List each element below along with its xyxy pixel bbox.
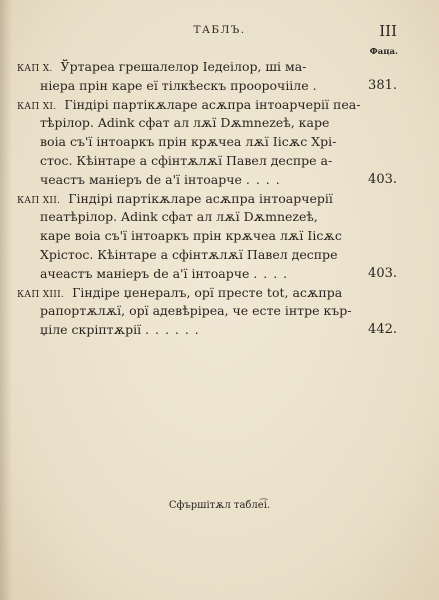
toc-entry-line bbox=[17, 246, 397, 265]
page-number: III bbox=[379, 22, 397, 40]
leader-dots: . bbox=[312, 77, 318, 93]
leader-dots: . . . . bbox=[253, 265, 289, 281]
entry-page-number: 403. bbox=[368, 171, 397, 187]
entry-text-line: нiера прiн каре eї тiлкѣескъ проорочiiле bbox=[40, 77, 309, 93]
toc-entry-line bbox=[17, 321, 397, 340]
toc-entry-line bbox=[17, 208, 397, 227]
toc-entry-line bbox=[17, 265, 397, 284]
toc-entry-chapter-13 bbox=[17, 284, 397, 340]
entry-text-line: Ўртареа грешалелор Ieдеiлор, шi ма- bbox=[60, 59, 307, 74]
entry-text-line: Гiндiрi партiкѫларе асѫпра iнтоарчерiї пеа- bbox=[64, 96, 361, 112]
toc-entry-line bbox=[17, 133, 397, 152]
entry-text-line: џiле скрiптѫрiї bbox=[40, 322, 142, 338]
toc-entry-line bbox=[17, 77, 397, 96]
entry-text-line: Гiндiрi партiкѫларе асѫпра iнтоарчерiї bbox=[68, 190, 333, 206]
entry-text-line: ачеастъ манiеръ de a'ї iнтоарче bbox=[40, 265, 250, 281]
running-head-title: ТАБЛЪ. bbox=[193, 24, 246, 36]
entry-page-number: 442. bbox=[368, 322, 397, 338]
entry-text-line: чеастъ манiеръ de a'ї iнтоарче bbox=[40, 171, 242, 187]
toc-entry-chapter-11 bbox=[17, 96, 397, 190]
chapter-label: КАП XIII. bbox=[17, 289, 65, 300]
running-head bbox=[0, 24, 439, 42]
leader-dots: . . . . . . bbox=[145, 322, 200, 338]
toc-entry-line bbox=[17, 227, 397, 246]
page-column-label: Фаца. bbox=[369, 47, 398, 57]
toc-entry-line bbox=[17, 190, 397, 209]
entry-text-line: пеатѣрiлор. Adink сфат ал лѫї Dѫmnezeѣ, bbox=[40, 209, 318, 225]
chapter-label: КАП XI. bbox=[17, 101, 57, 112]
toc-entry-line bbox=[17, 114, 397, 133]
entry-text-line: рапортѫлѫї, орї адевѣрiреа, че есте iнтре кър- bbox=[40, 303, 352, 319]
table-of-contents bbox=[17, 58, 397, 340]
leader-dots: . . . . bbox=[245, 171, 281, 187]
toc-entry-line bbox=[17, 58, 397, 77]
toc-entry-chapter-10 bbox=[17, 58, 397, 96]
toc-entry-chapter-12 bbox=[17, 190, 397, 284]
entry-text-line: Хрiстос. Кѣiнтаре а сфiнтѫлѫї Павел деспре bbox=[40, 246, 338, 262]
entry-text-line: стос. Кѣiнтаре а сфiнтѫлѫї Павел деспре а- bbox=[40, 152, 333, 168]
entry-text-line: тѣрiлор. Adink сфат ал лѫї Dѫmnezeѣ, каре bbox=[40, 115, 330, 131]
end-of-table-note: Сфършiтѫл табле͡і. bbox=[168, 500, 271, 511]
entry-page-number: 381. bbox=[368, 77, 397, 93]
chapter-label: КАП X. bbox=[17, 64, 53, 74]
toc-entry-line bbox=[17, 284, 397, 303]
toc-entry-line bbox=[17, 96, 397, 115]
entry-page-number: 403. bbox=[368, 265, 397, 281]
toc-entry-line bbox=[17, 302, 397, 321]
toc-entry-line bbox=[17, 152, 397, 171]
entry-text-line: каре воiа съ'ї iнтоаркъ прiн крѫчеа лѫї Iiсѫс bbox=[40, 228, 342, 244]
entry-text-line: Гiндiре џенералъ, орї престе tot, асѫпра bbox=[72, 284, 343, 300]
chapter-label: КАП XII. bbox=[17, 195, 61, 206]
entry-text-line: воiа съ'ї iнтоаркъ прiн крѫчеа лѫї Iiсѫс Хрi- bbox=[40, 134, 337, 150]
toc-entry-line bbox=[17, 171, 397, 190]
